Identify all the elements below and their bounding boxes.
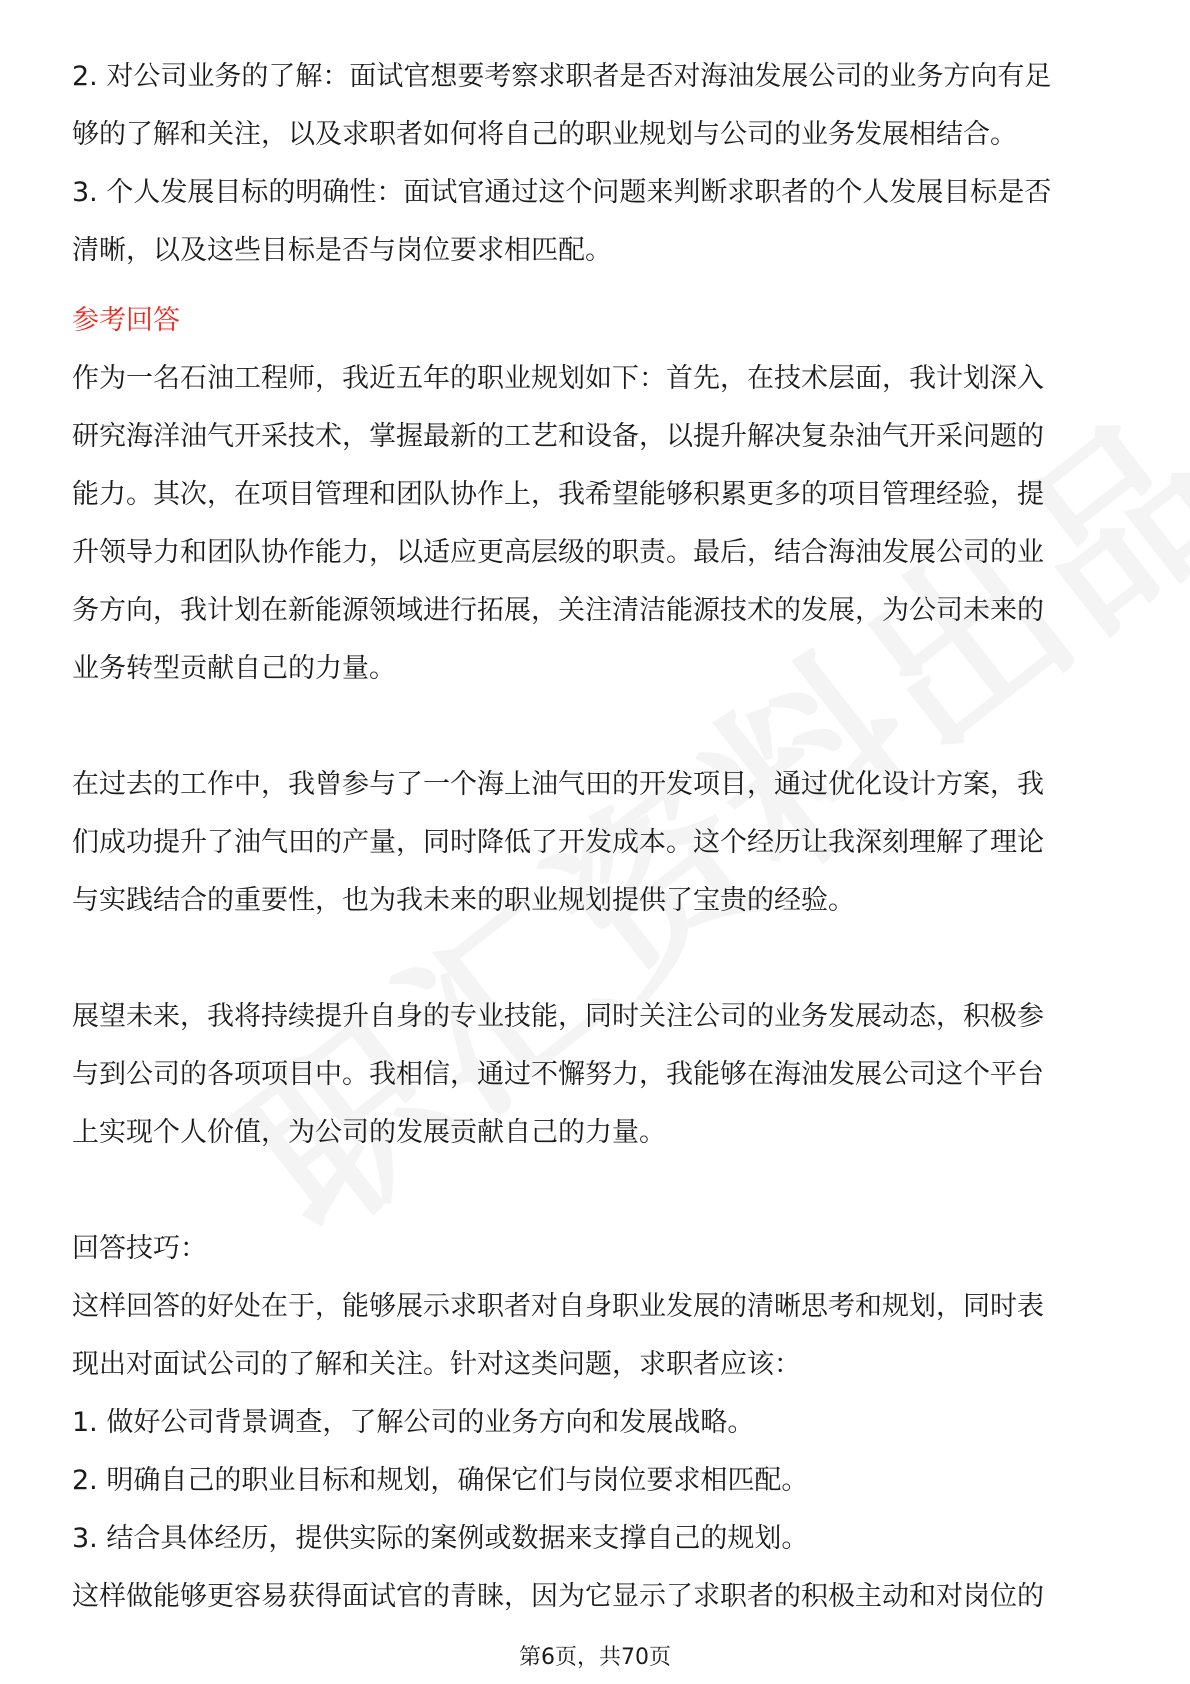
paragraph-line: 在过去的工作中，我曾参与了一个海上油气田的开发项目，通过优化设计方案，我 <box>72 769 1044 800</box>
intro-line: 清晰，以及这些目标是否与岗位要求相匹配。 <box>72 235 612 266</box>
tips-line: 现出对面试公司的了解和关注。针对这类问题，求职者应该： <box>72 1349 801 1380</box>
paragraph-line: 作为一名石油工程师，我近五年的职业规划如下：首先，在技术层面，我计划深入 <box>72 363 1044 394</box>
tips-heading: 回答技巧： <box>72 1233 207 1264</box>
paragraph-line: 们成功提升了油气田的产量，同时降低了开发成本。这个经历让我深刻理解了理论 <box>72 827 1044 858</box>
answer-paragraph-1 <box>72 350 1120 698</box>
paragraph-line: 展望未来，我将持续提升自身的专业技能，同时关注公司的业务发展动态，积极参 <box>72 1001 1044 1032</box>
tips-line: 这样回答的好处在于，能够展示求职者对自身职业发展的清晰思考和规划，同时表 <box>72 1291 1044 1322</box>
paragraph-line: 与实践结合的重要性，也为我未来的职业规划提供了宝贵的经验。 <box>72 885 855 916</box>
intro-line: 2. 对公司业务的了解：面试官想要考察求职者是否对海油发展公司的业务方向有足 <box>72 61 1052 92</box>
tips-list-item: 1. 做好公司背景调查，了解公司的业务方向和发展战略。 <box>72 1407 755 1438</box>
intro-section <box>72 48 1120 280</box>
paragraph-line: 升领导力和团队协作能力，以适应更高层级的职责。最后，结合海油发展公司的业 <box>72 537 1044 568</box>
answer-heading: 参考回答 <box>72 305 180 336</box>
paragraph-line: 上实现个人价值，为公司的发展贡献自己的力量。 <box>72 1117 666 1148</box>
paragraph-line: 与到公司的各项项目中。我相信，通过不懈努力，我能够在海油发展公司这个平台 <box>72 1059 1044 1090</box>
page-number: 第6页，共70页 <box>519 1645 671 1670</box>
paragraph-line: 务方向，我计划在新能源领域进行拓展，关注清洁能源技术的发展，为公司未来的 <box>72 595 1044 626</box>
intro-line: 够的了解和关注，以及求职者如何将自己的职业规划与公司的业务发展相结合。 <box>72 119 1017 150</box>
tips-list-item: 3. 结合具体经历，提供实际的案例或数据来支撑自己的规划。 <box>72 1523 809 1554</box>
intro-line: 3. 个人发展目标的明确性：面试官通过这个问题来判断求职者的个人发展目标是否 <box>72 177 1052 208</box>
document-body <box>72 48 1120 1626</box>
paragraph-line: 研究海洋油气开采技术，掌握最新的工艺和设备，以提升解决复杂油气开采问题的 <box>72 421 1044 452</box>
tips-line: 这样做能够更容易获得面试官的青睐，因为它显示了求职者的积极主动和对岗位的 <box>72 1581 1044 1612</box>
paragraph-line: 能力。其次，在项目管理和团队协作上，我希望能够积累更多的项目管理经验，提 <box>72 479 1044 510</box>
tips-section <box>72 1278 1120 1626</box>
paragraph-line: 业务转型贡献自己的力量。 <box>72 653 396 684</box>
tips-list-item: 2. 明确自己的职业目标和规划，确保它们与岗位要求相匹配。 <box>72 1465 809 1496</box>
answer-paragraph-3 <box>72 988 1120 1162</box>
answer-paragraph-2 <box>72 756 1120 930</box>
